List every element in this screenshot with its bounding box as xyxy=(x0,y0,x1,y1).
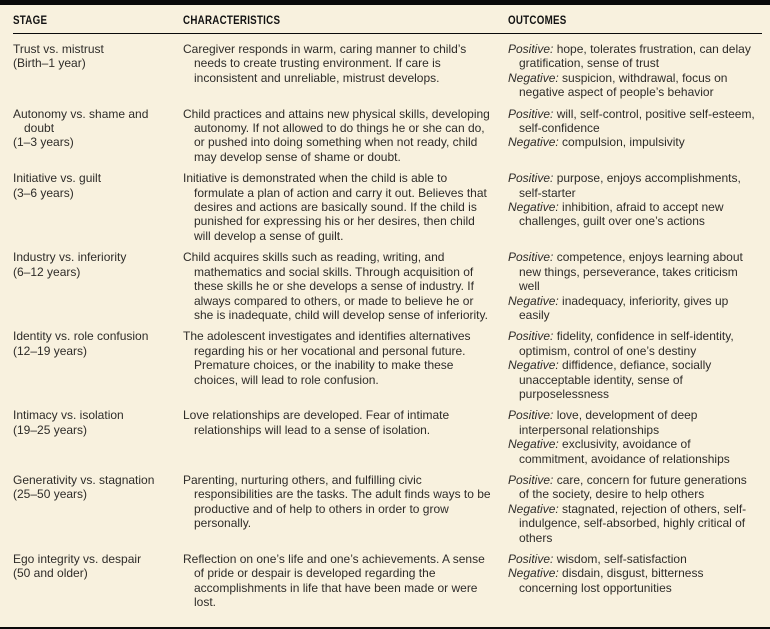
negative-label: Negative: xyxy=(508,293,559,308)
positive-label: Positive: xyxy=(508,329,554,344)
stage-age-range: (6–12 years) xyxy=(13,264,81,279)
negative-text: compulsion, impulsivity xyxy=(562,135,685,150)
positive-label: Positive: xyxy=(508,552,554,566)
positive-outcome xyxy=(508,552,760,566)
positive-outcome xyxy=(508,329,760,358)
column-header-stage-label: STAGE xyxy=(13,15,48,27)
stage-cell xyxy=(13,552,183,610)
outcomes-cell xyxy=(508,107,762,165)
negative-text: inhibition, afraid to accept new challenges, guilt over one’s actions xyxy=(519,200,724,229)
outcomes-cell xyxy=(508,42,762,100)
stage-age-range: (19–25 years) xyxy=(13,422,88,437)
table-inner xyxy=(0,5,770,627)
positive-text: hope, tolerates frustration, can delay gratification, sense of trust xyxy=(519,42,751,71)
column-header-characteristics xyxy=(183,15,508,27)
stage-cell xyxy=(13,171,183,243)
stage-name: Initiative vs. guilt xyxy=(13,171,102,186)
outcomes-cell xyxy=(508,552,762,610)
table-row xyxy=(13,42,762,100)
characteristics-cell: Child practices and attains new physical skills, developing autonomy. If not allowed to do things he or she can do, or pushed into doing something when not ready, child may develop sense of shame or doubt. xyxy=(183,106,490,164)
stage-cell xyxy=(13,329,183,401)
negative-text: exclusivity, avoidance of commitment, avoidance of relationships xyxy=(519,437,730,466)
column-header-outcomes xyxy=(508,15,762,27)
positive-text: wisdom, self-satisfaction xyxy=(556,552,687,566)
positive-text: fidelity, confidence in self-identity, optimism, control of one’s destiny xyxy=(519,329,734,358)
positive-outcome xyxy=(508,473,760,502)
negative-label: Negative: xyxy=(508,566,559,581)
stage-age-range: (3–6 years) xyxy=(13,185,74,200)
negative-text: disdain, disgust, bitterness concerning lost opportunities xyxy=(519,566,704,595)
negative-label: Negative: xyxy=(508,358,559,373)
negative-text: diffidence, defiance, socially unacceptable identity, sense of purposelessness xyxy=(519,358,712,401)
stage-age-range: (1–3 years) xyxy=(13,135,74,150)
stage-age-range: (12–19 years) xyxy=(13,343,88,358)
negative-label: Negative: xyxy=(508,501,559,516)
stage-name: Intimacy vs. isolation xyxy=(13,408,124,423)
outcomes-cell xyxy=(508,473,762,545)
stage-age-range: (25–50 years) xyxy=(13,487,88,502)
table-body xyxy=(13,42,762,610)
stage-name: Ego integrity vs. despair xyxy=(13,552,142,566)
stage-name: Generativity vs. stagnation xyxy=(13,472,155,487)
characteristics-cell: Child acquires skills such as reading, writing, and mathematics and social skills. Through acquisition of these skills he or she develops a sense of industry. If always compared to others, or made to believe he or she is inadequate, child will develop sense of inferiority. xyxy=(183,250,488,322)
characteristics-cell: Initiative is demonstrated when the child is able to formulate a plan of action and carry it out. Believes that desires and actions are basically sound. If the child is punished for expressing his or her desires, then child will develop a sense of guilt. xyxy=(183,171,487,243)
positive-text: will, self-control, positive self-esteem, self-confidence xyxy=(519,106,755,136)
negative-label: Negative: xyxy=(508,200,559,215)
characteristics-cell: Caregiver responds in warm, caring manner to child’s needs to create trusting environment. If care is inconsistent and unreliable, mistrust develops. xyxy=(183,42,467,85)
stage-cell xyxy=(13,408,183,466)
table-row xyxy=(13,171,762,243)
table-row xyxy=(13,408,762,466)
characteristics-cell: Reflection on one’s life and one’s achievements. A sense of pride or despair is developed regarding the accomplishments in life that have been made or were lost. xyxy=(183,552,485,610)
stage-cell xyxy=(13,473,183,545)
table-row xyxy=(13,329,762,401)
positive-text: love, development of deep interpersonal relationships xyxy=(519,408,698,437)
negative-outcome xyxy=(508,294,760,323)
negative-label: Negative: xyxy=(508,437,559,452)
positive-label: Positive: xyxy=(508,408,554,423)
stage-cell xyxy=(13,107,183,165)
positive-outcome xyxy=(508,42,760,71)
negative-text: suspicion, withdrawal, focus on negative aspect of people’s behavior xyxy=(519,70,728,100)
positive-outcome xyxy=(508,171,760,200)
positive-label: Positive: xyxy=(508,42,554,56)
stage-name: Identity vs. role confusion xyxy=(13,329,149,344)
negative-outcome xyxy=(508,502,760,545)
table-header-row xyxy=(13,5,762,33)
positive-text: competence, enjoys learning about new things, perseverance, takes criticism well xyxy=(519,250,743,294)
positive-label: Positive: xyxy=(508,106,554,121)
header-divider xyxy=(13,33,762,34)
stage-age-range: (50 and older) xyxy=(13,566,88,581)
negative-outcome xyxy=(508,358,760,401)
table-row xyxy=(13,473,762,545)
stage-cell xyxy=(13,42,183,100)
column-header-stage xyxy=(13,15,183,27)
stage-cell xyxy=(13,250,183,322)
outcomes-cell xyxy=(508,408,762,466)
negative-label: Negative: xyxy=(508,135,559,150)
negative-outcome xyxy=(508,437,760,466)
outcomes-cell xyxy=(508,171,762,243)
table-row xyxy=(13,250,762,322)
stage-name: Trust vs. mistrust xyxy=(13,42,104,56)
characteristics-cell: Love relationships are developed. Fear of intimate relationships will lead to a sense of isolation. xyxy=(183,408,450,437)
outcomes-cell xyxy=(508,329,762,401)
positive-label: Positive: xyxy=(508,472,554,487)
stage-name: Industry vs. inferiority xyxy=(13,250,127,265)
negative-text: inadequacy, inferiority, gives up easily xyxy=(519,293,729,322)
negative-outcome xyxy=(508,566,760,595)
positive-label: Positive: xyxy=(508,250,554,265)
negative-outcome xyxy=(508,200,760,229)
negative-outcome xyxy=(508,71,760,100)
outcomes-cell xyxy=(508,250,762,322)
positive-outcome xyxy=(508,408,760,437)
column-header-characteristics-label: CHARACTERISTICS xyxy=(183,15,281,27)
characteristics-cell: The adolescent investigates and identifies alternatives regarding his or her vocational and personal future. Premature choices, or the inability to make these choices, will lead to role confusion. xyxy=(183,329,471,387)
positive-outcome xyxy=(508,250,760,293)
column-header-outcomes-label: OUTCOMES xyxy=(508,15,567,27)
table-row xyxy=(13,107,762,165)
stage-age-range: (Birth–1 year) xyxy=(13,56,86,71)
table-row xyxy=(13,552,762,610)
positive-text: care, concern for future generations of the society, desire to help others xyxy=(519,472,747,502)
negative-text: stagnated, rejection of others, self-indulgence, self-absorbed, highly critical of others xyxy=(519,501,747,545)
negative-outcome xyxy=(508,135,760,149)
stage-name: Autonomy vs. shame and doubt xyxy=(13,106,149,136)
characteristics-cell: Parenting, nurturing others, and fulfilling civic responsibilities are the tasks. The adult finds ways to be productive and of help to others in order to grow personally. xyxy=(183,472,491,531)
positive-outcome xyxy=(508,107,760,136)
negative-label: Negative: xyxy=(508,70,559,85)
positive-label: Positive: xyxy=(508,171,554,186)
positive-text: purpose, enjoys accomplishments, self-starter xyxy=(519,171,741,200)
